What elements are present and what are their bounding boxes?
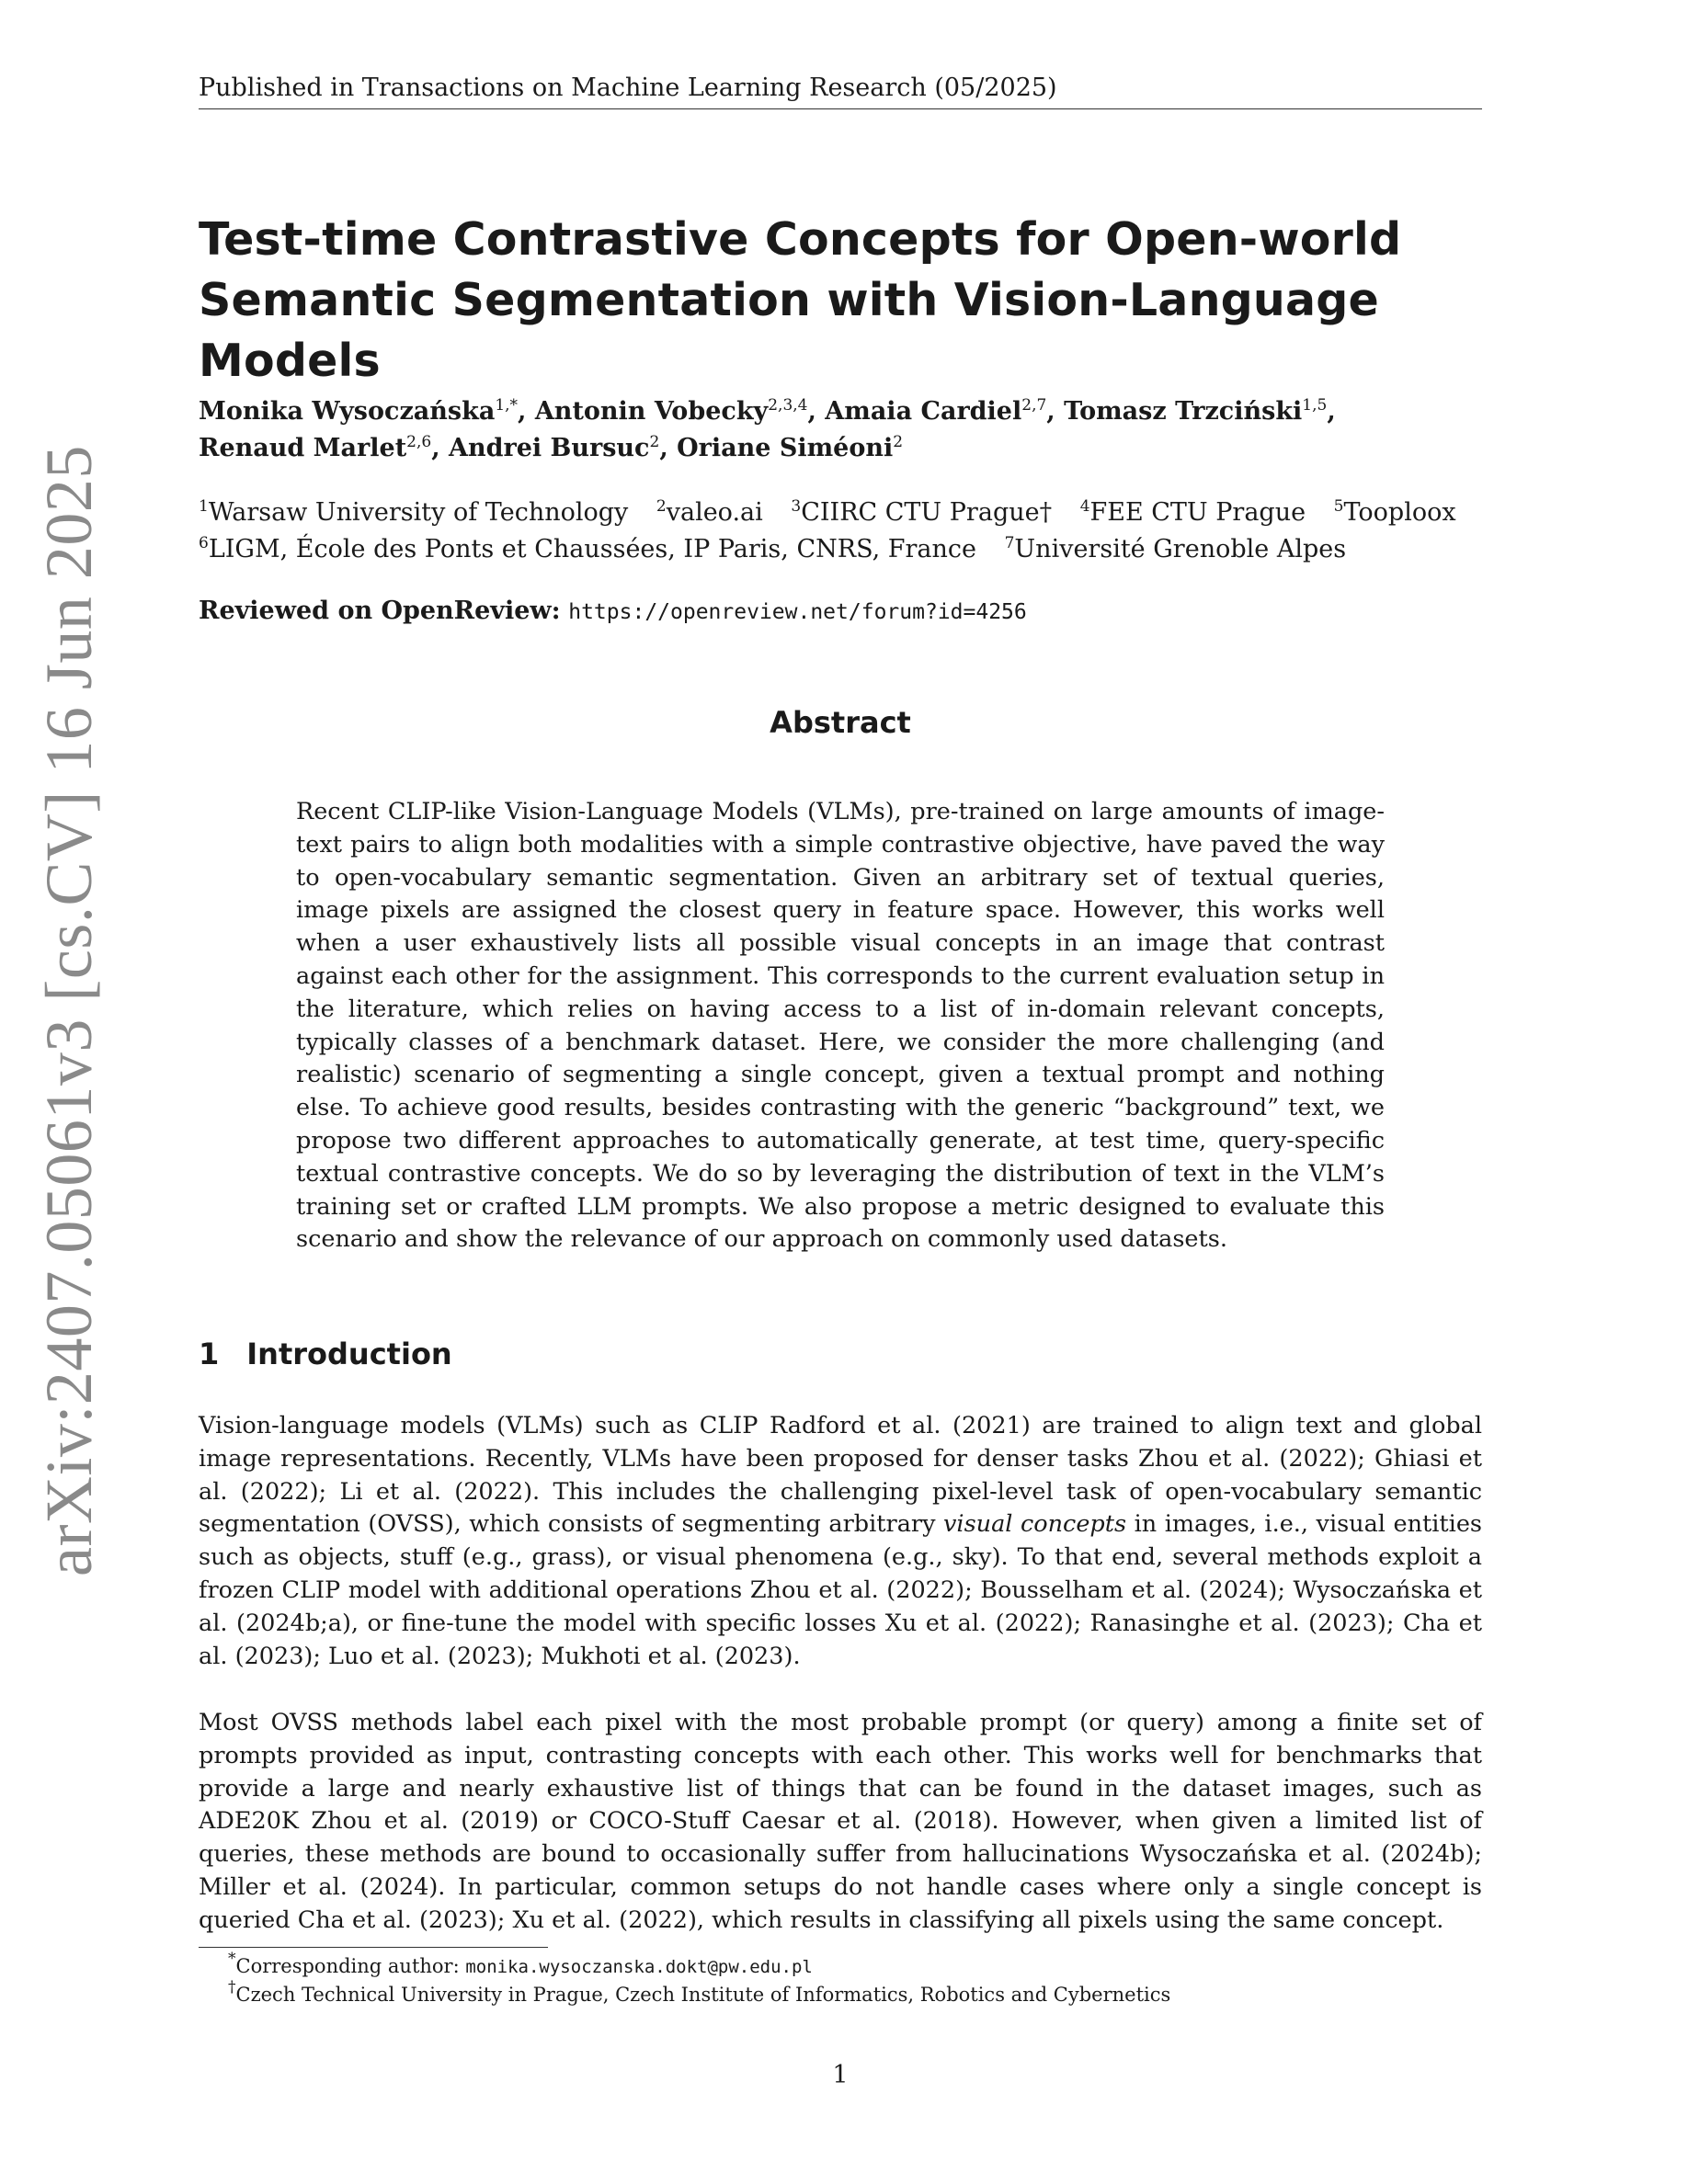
intro-paragraph-1: Vision-language models (VLMs) such as CLIP Radford et al. (2021) are trained to align text and global image representations. Recently, VLMs have been proposed for denser tasks Zhou et al. (2022); Ghiasi et al. (2022); Li et al. (2022). This includes the challenging pixel-level task of open-vocabulary semantic segmentation (OVSS), which consists of segmenting arbitrary visual concepts in images, i.e., visual entities such as objects, stuff (e.g., grass), or visual phenomena (e.g., sky). To that end, several methods exploit a frozen CLIP model with additional operations Zhou et al. (2022); Bousselham et al. (2024); Wysoczańska et al. (2024b;a), or fine-tune the model with specific losses Xu et al. (2022); Ranasinghe et al. (2023); Cha et al. (2023); Luo et al. (2023); Mukhoti et al. (2023). [199,1412,1482,1670]
affiliation: $^2$valeo.ai [656,497,763,527]
abstract-text: Recent CLIP-like Vision-Language Models (VLMs), pre-trained on large amounts of image-text pairs to align both modalities with a simple contrastive objective, have paved the way to open-vocabulary semantic segmentation. Given an arbitrary set of textual queries, image pixels are assigned the closest query in feature space. However, this works well when a user exhaustively lists all possible visual concepts in an image that contrast against each other for the assignment. This corresponds to the current evaluation setup in the literature, which relies on having access to a list of in-domain relevant concepts, typically classes of a benchmark dataset. Here, we consider the more challenging (and realistic) scenario of segmenting a single concept, given a textual prompt and nothing else. To achieve good results, besides contrasting with the generic “background” text, we propose two different approaches to automatically generate, at test time, query-specific textual contrastive concepts. We do so by leveraging the distribution of text in the VLM’s training set or crafted LLM prompts. We also propose a metric designed to evaluate this scenario and show the relevance of our approach on commonly used datasets. [296,798,1385,1254]
affiliation: $^7$Université Grenoble Alpes [1004,534,1347,563]
affiliation-list [199,495,1482,568]
affiliation: $^4$FEE CTU Prague [1079,497,1306,527]
author-affil-mark: 1,5 [1302,396,1328,415]
footnote-ctu: †Czech Technical University in Prague, Czech Institute of Informatics, Robotics and Cybernetics [228,1978,1171,2006]
author-affil-mark: 1,* [495,396,519,415]
section-title: Introduction [246,1337,452,1371]
openreview-link[interactable]: https://openreview.net/forum?id=4256 [568,600,1027,624]
author: Renaud Marlet$^{2,6}$ [199,433,432,462]
author-affil-mark: 2,6 [406,433,432,451]
paper-title: Test-time Contrastive Concepts for Open-world Semantic Segmentation with Vision-Language Models [199,213,1402,387]
review-label: Reviewed on OpenReview: [199,597,561,625]
corresponding-email-link[interactable]: monika.wysoczanska.dokt@pw.edu.pl [465,1957,813,1977]
section-heading-introduction [199,1336,1482,1372]
author: Oriane Siméoni$^2$ [677,433,904,462]
section-number: 1 [199,1337,220,1371]
author-affil-mark: 2,3,4 [768,396,808,415]
page-number: 1 [832,2061,849,2089]
footnote-rule [199,1947,548,1948]
author: Monika Wysoczańska$^{1,*}$ [199,396,519,426]
author-affil-mark: 2 [649,433,660,451]
emphasis-visual-concepts: visual concepts [943,1510,1127,1539]
affiliation: $^3$CIIRC CTU Prague† [791,497,1053,527]
intro-paragraph-2: Most OVSS methods label each pixel with the most probable prompt (or query) among a finite set of prompts provided as input, contrasting concepts with each other. This works well for benchmarks that provide a large and nearly exhaustive list of things that can be found in the dataset images, such as ADE20K Zhou et al. (2019) or COCO-Stuff Caesar et al. (2018). However, when given a limited list of queries, these methods are bound to occasionally suffer from hallucinations Wysoczańska et al. (2024b); Miller et al. (2024). In particular, common setups do not handle cases where only a single concept is queried Cha et al. (2023); Xu et al. (2022), which results in classifying all pixels using the same concept. [199,1709,1482,1934]
author-list: Monika Wysoczańska$^{1,*}$, Antonin Vobecky$^{2,3,4}$, Amaia Cardiel$^{2,7}$, Tomasz Trzciński$^{1,5}$, Renaud Marlet$^{2,6}$, Andrei Bursuc$^2$, Oriane Siméoni$^2$ [199,396,1336,462]
footnotes [228,1952,1482,2008]
abstract-heading: Abstract [770,705,911,740]
author-affil-mark: 2,7 [1021,396,1047,415]
running-header: Published in Transactions on Machine Learning Research (05/2025) [199,72,1482,109]
author-affil-mark: 2 [893,433,904,451]
affiliation: $^5$Tooploox [1333,497,1456,527]
affiliation: $^6$LIGM, École des Ponts et Chaussées, IP Paris, CNRS, France [199,534,976,563]
review-line [199,595,1482,629]
author: Antonin Vobecky$^{2,3,4}$ [534,396,808,426]
author: Tomasz Trzciński$^{1,5}$ [1064,396,1328,426]
author: Andrei Bursuc$^2$ [449,433,660,462]
author: Amaia Cardiel$^{2,7}$ [825,396,1047,426]
affiliation: $^1$Warsaw University of Technology [199,497,629,527]
paper-page [199,0,1482,2184]
arxiv-stamp: arXiv:2407.05061v3 [cs.CV] 16 Jun 2025 [32,445,106,1576]
footnote-corresponding: *Corresponding author: monika.wysoczanska.dokt@pw.edu.pl [228,1950,813,1977]
